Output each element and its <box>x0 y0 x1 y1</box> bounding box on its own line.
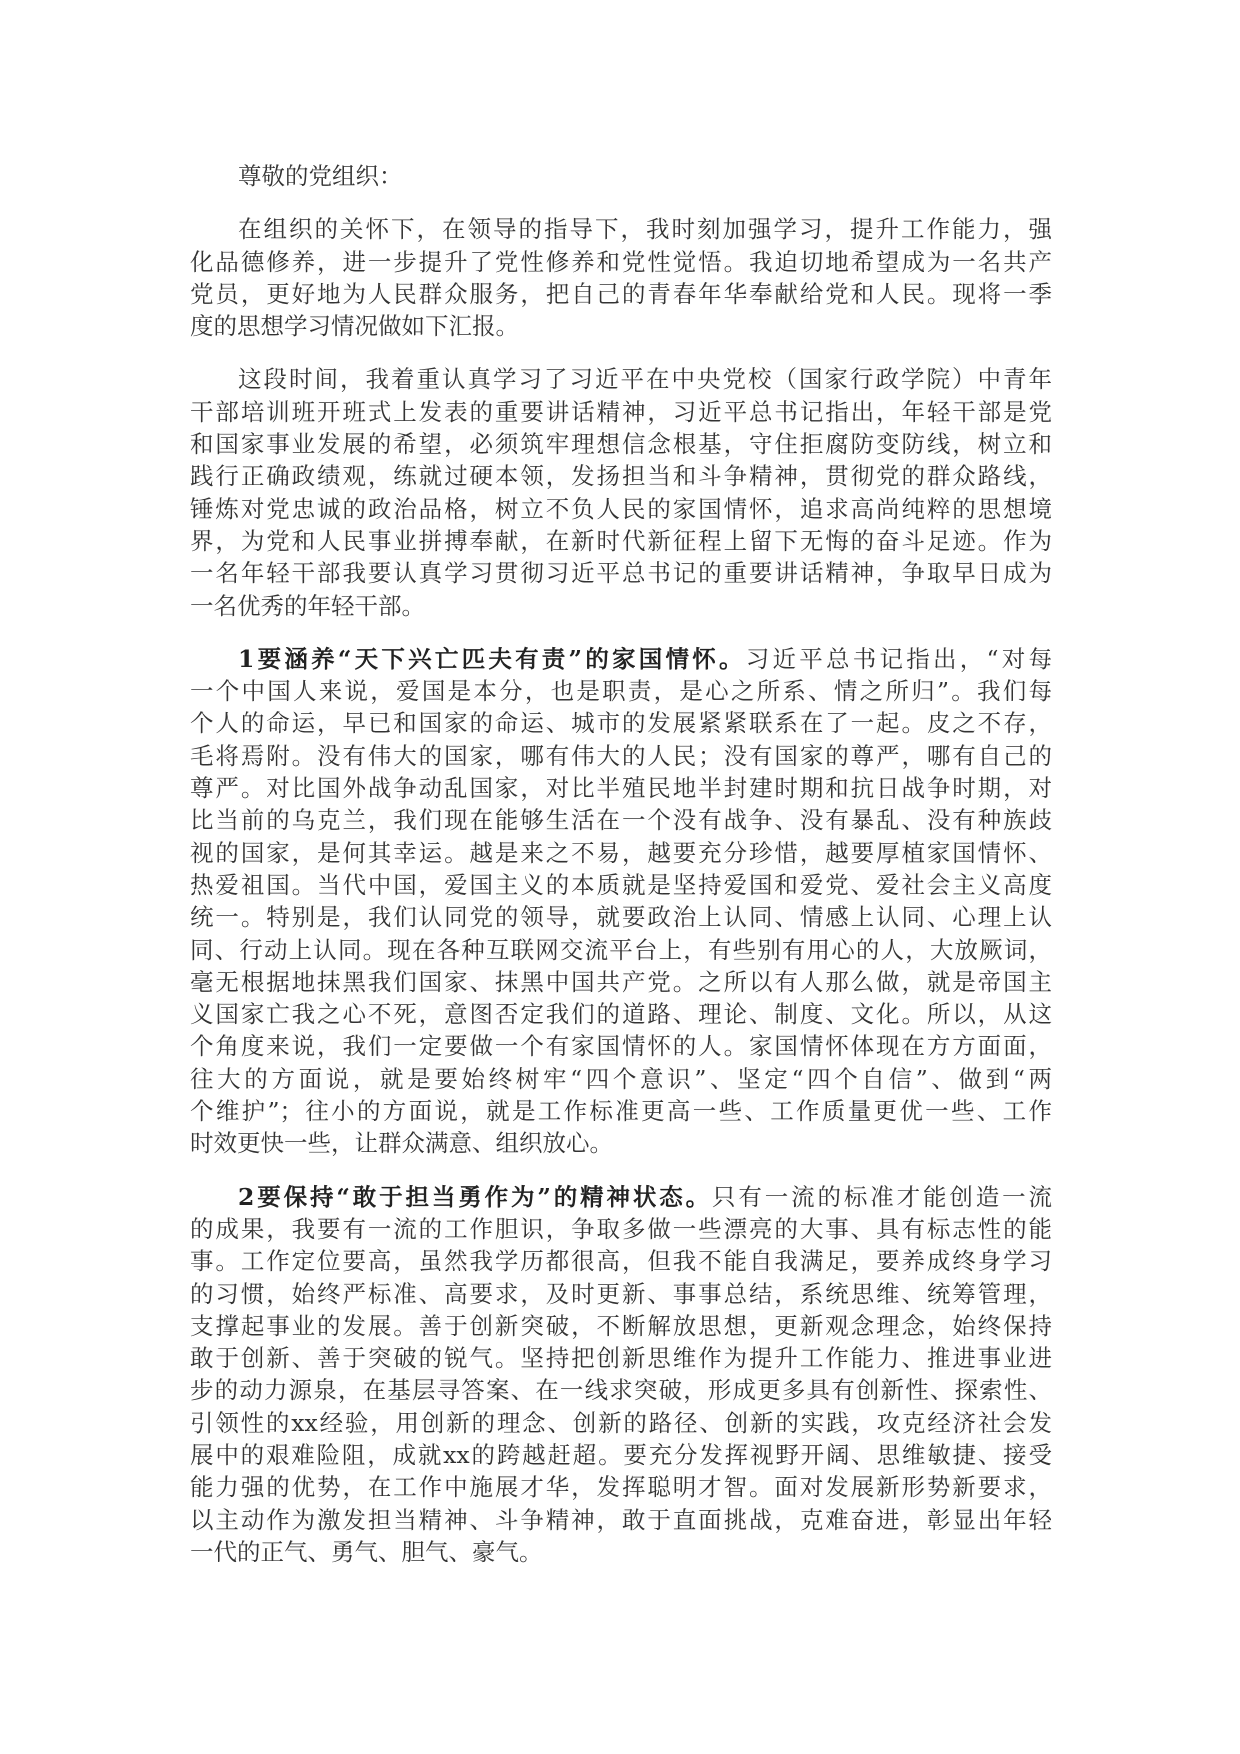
paragraph-line <box>190 1471 1052 1503</box>
line-text: 尊严。对比国外战争动乱国家，对比半殖民地半封建时期和抗日战争时期，对 <box>190 774 1052 803</box>
line-text: 党员，更好地为人民群众服务，把自己的青春年华奉献给党和人民。现将一季 <box>190 279 1052 308</box>
line-text: 统一。特别是，我们认同党的领导，就要政治上认同、情感上认同、心理上认 <box>190 903 1052 932</box>
line-text: 时效更快一些，让群众满意、组织放心。 <box>190 1129 613 1158</box>
line-text: 一个中国人来说，爱国是本分，也是职责，是心之所系、情之所归”。我们每 <box>190 677 1052 706</box>
body-paragraph <box>190 643 1052 1160</box>
line-text: 和国家事业发展的希望，必须筑牢理想信念根基，守住拒腐防变防线，树立和 <box>190 430 1052 459</box>
line-text: 个人的命运，早已和国家的命运、城市的发展紧紧联系在了一起。皮之不存， <box>190 709 1052 738</box>
paragraph-line <box>190 278 1052 310</box>
line-text: 步的动力源泉，在基层寻答案、在一线求突破，形成更多具有创新性、探索性、 <box>190 1376 1052 1405</box>
paragraph-line <box>190 460 1052 492</box>
paragraph-line <box>190 1504 1052 1536</box>
paragraph-line <box>190 1536 1052 1568</box>
paragraph-line <box>190 1030 1052 1062</box>
paragraph-line <box>190 1407 1052 1439</box>
paragraph-line <box>190 1213 1052 1245</box>
section-heading: 2要保持“敢于担当勇作为”的精神状态。 <box>238 1182 713 1211</box>
paragraph-line <box>190 1439 1052 1471</box>
paragraph-line <box>190 1063 1052 1095</box>
paragraph-line <box>190 643 1052 675</box>
paragraph-line <box>190 363 1052 395</box>
paragraph-line <box>190 934 1052 966</box>
line-text: 敢于创新、善于突破的锐气。坚持把创新思维作为提升工作能力、推进事业进 <box>190 1344 1052 1373</box>
salutation: 尊敬的党组织： <box>238 162 403 190</box>
paragraph-line <box>190 493 1052 525</box>
paragraph-line <box>190 901 1052 933</box>
document-body <box>190 160 1052 1589</box>
body-paragraph <box>190 1181 1052 1569</box>
paragraph-line <box>190 396 1052 428</box>
line-text: 只有一流的标准才能创造一流 <box>712 1182 1053 1211</box>
line-text: 事。工作定位要高，虽然我学历都很高，但我不能自我满足，要养成终身学习 <box>190 1247 1052 1276</box>
paragraph-line <box>190 804 1052 836</box>
paragraph-line <box>190 1181 1052 1213</box>
line-text: 毫无根据地抹黑我们国家、抹黑中国共产党。之所以有人那么做，就是帝国主 <box>190 967 1052 996</box>
section-heading: 1要涵养“天下兴亡匹夫有责”的家国情怀。 <box>238 644 746 673</box>
line-text: 践行正确政绩观，练就过硬本领，发扬担当和斗争精神，贯彻党的群众路线， <box>190 462 1052 491</box>
line-text: 在组织的关怀下，在领导的指导下，我时刻加强学习，提升工作能力，强 <box>238 215 1052 244</box>
line-text: 一名优秀的年轻干部。 <box>190 591 425 620</box>
line-text: 一名年轻干部我要认真学习贯彻习近平总书记的重要讲话精神，争取早日成为 <box>190 559 1052 588</box>
salutation-paragraph <box>190 160 1052 192</box>
line-text: 义国家亡我之心不死，意图否定我们的道路、理论、制度、文化。所以，从这 <box>190 1000 1052 1029</box>
line-text: 视的国家，是何其幸运。越是来之不易，越要充分珍惜，越要厚植家国情怀、 <box>190 838 1052 867</box>
body-paragraph <box>190 363 1052 621</box>
line-text: 的成果，我要有一流的工作胆识，争取多做一些漂亮的大事、具有标志性的能 <box>190 1214 1052 1243</box>
line-text: 支撑起事业的发展。善于创新突破，不断解放思想，更新观念理念，始终保持 <box>190 1311 1052 1340</box>
line-text: 以主动作为激发担当精神、斗争精神，敢于直面挑战，克难奋进，彰显出年轻 <box>190 1505 1052 1534</box>
paragraph-line <box>190 213 1052 245</box>
paragraph-line <box>190 998 1052 1030</box>
paragraph-line <box>190 246 1052 278</box>
paragraph-line <box>190 837 1052 869</box>
body-paragraph <box>190 213 1052 342</box>
line-text: 比当前的乌克兰，我们现在能够生活在一个没有战争、没有暴乱、没有种族歧 <box>190 806 1052 835</box>
line-text: 界，为党和人民事业拼搏奉献，在新时代新征程上留下无悔的奋斗足迹。作为 <box>190 526 1052 555</box>
paragraph-line <box>190 310 1052 342</box>
line-text: 的习惯，始终严标准、高要求，及时更新、事事总结，系统思维、统筹管理， <box>190 1279 1052 1308</box>
paragraph-line <box>190 675 1052 707</box>
line-text: 化品德修养，进一步提升了党性修养和党性觉悟。我迫切地希望成为一名共产 <box>190 247 1052 276</box>
paragraph-line <box>190 1310 1052 1342</box>
paragraph-line <box>190 590 1052 622</box>
paragraph-line <box>190 707 1052 739</box>
paragraph-line <box>190 1127 1052 1159</box>
paragraphs <box>190 213 1052 1568</box>
line-text: 热爱祖国。当代中国，爱国主义的本质就是坚持爱国和爱党、爱社会主义高度 <box>190 870 1052 899</box>
line-text: 毛将焉附。没有伟大的国家，哪有伟大的人民；没有国家的尊严，哪有自己的 <box>190 741 1052 770</box>
line-text: 一代的正气、勇气、胆气、豪气。 <box>190 1537 543 1566</box>
paragraph-line <box>190 1278 1052 1310</box>
paragraph-line <box>190 1245 1052 1277</box>
paragraph-line <box>190 428 1052 460</box>
paragraph-line <box>190 869 1052 901</box>
line-text: 引领性的xx经验，用创新的理念、创新的路径、创新的实践，攻克经济社会发 <box>190 1408 1052 1437</box>
line-text: 这段时间，我着重认真学习了习近平在中央党校（国家行政学院）中青年 <box>238 365 1052 394</box>
paragraph-line <box>190 772 1052 804</box>
paragraph-line <box>190 525 1052 557</box>
paragraph-line <box>190 1342 1052 1374</box>
line-text: 个角度来说，我们一定要做一个有家国情怀的人。家国情怀体现在方方面面， <box>190 1032 1052 1061</box>
paragraph-line <box>190 740 1052 772</box>
line-text: 往大的方面说，就是要始终树牢“四个意识”、坚定“四个自信”、做到“两 <box>190 1064 1052 1093</box>
paragraph-line <box>190 966 1052 998</box>
paragraph-line <box>190 557 1052 589</box>
line-text: 习近平总书记指出，“对每 <box>745 644 1053 673</box>
line-text: 锤炼对党忠诚的政治品格，树立不负人民的家国情怀，追求高尚纯粹的思想境 <box>190 494 1052 523</box>
line-text: 能力强的优势，在工作中施展才华，发挥聪明才智。面对发展新形势新要求， <box>190 1473 1052 1502</box>
line-text: 干部培训班开班式上发表的重要讲话精神，习近平总书记指出，年轻干部是党 <box>190 397 1052 426</box>
paragraph-line <box>190 1374 1052 1406</box>
paragraph-line <box>190 1095 1052 1127</box>
line-text: 度的思想学习情况做如下汇报。 <box>190 312 519 341</box>
line-text: 个维护”；往小的方面说，就是工作标准更高一些、工作质量更优一些、工作 <box>190 1097 1052 1126</box>
line-text: 展中的艰难险阻，成就xx的跨越赶超。要充分发挥视野开阔、思维敏捷、接受 <box>190 1440 1052 1469</box>
line-text: 同、行动上认同。现在各种互联网交流平台上，有些别有用心的人，大放厥词， <box>190 935 1052 964</box>
